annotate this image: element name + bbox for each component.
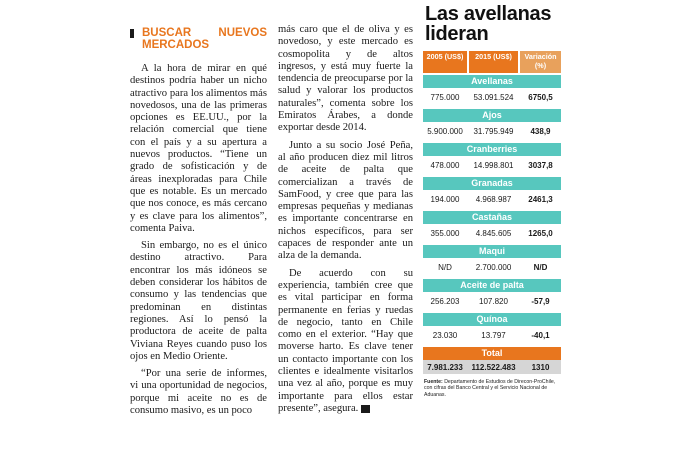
paragraph-continued: más caro que el de oliva y es novedoso, y este mercado es cosmopolita y de altos ingresos, y está muy fuerte la tendencia de preocuparse por la salud y valorar los productos naturales”, comenta sobre los Emiratos Árabes, a donde exportar desde 2014. xyxy=(278,24,413,134)
paragraph: A la hora de mirar en qué destinos podría haber un nicho atractivo para los alimentos más novedosos, una de las primeras opciones es EE.UU., por la relación comercial que tiene con el país y a su apertura a nuevos productos. “Tiene un grado de sofisticación y de áreas inexploradas para Chile que es notable. Es un mercado que nos conoce, es más cercano y es clave para los alimentos”, comenta Paiva. xyxy=(130,63,267,234)
value-variation: -57,9 xyxy=(531,297,550,306)
value-variation: -40,1 xyxy=(531,331,550,340)
value-2005: 775.000 xyxy=(430,93,460,102)
header-variation: Variación (%) xyxy=(520,51,561,73)
value-2005: N/D xyxy=(438,263,452,272)
paragraph-text: De acuerdo con su experiencia, también cree que es vital participar en forma permanente en ferias y ruedas de negocio, tanto en Chile como en el exterior. “Hay que moverse harto. Es clave tener un contacto importante con los clientes e idealmente visitarlos una vez al año, porque es muy importante para ellos estar presente”, asegura. xyxy=(278,267,413,414)
table-row xyxy=(423,258,561,277)
total-2015: 112.522.483 xyxy=(471,362,516,372)
value-2005: 5.900.000 xyxy=(427,127,463,136)
value-2015: 4.968.987 xyxy=(475,195,512,204)
value-2015: 14.998.801 xyxy=(473,161,514,170)
header-2015: 2015 (US$) xyxy=(469,51,518,73)
paragraph xyxy=(278,268,413,416)
paragraph: “Por una serie de informes, vi una oportunidad de negocios, porque mi aceite no es de consumo masivo, es un poco xyxy=(130,368,267,417)
sidebar-title: Las avellanas lideran xyxy=(425,3,552,45)
value-2005: 478.000 xyxy=(430,161,460,170)
table-row xyxy=(423,88,561,107)
product-band: Granadas xyxy=(423,177,561,190)
value-2015: 31.795.949 xyxy=(473,127,514,136)
product-band: Aceite de palta xyxy=(423,279,561,292)
table-row-avellanas xyxy=(423,75,561,107)
value-2005: 194.000 xyxy=(430,195,460,204)
table-row-maqui xyxy=(423,245,561,277)
value-2015: 53.091.524 xyxy=(473,93,514,102)
product-band: Castañas xyxy=(423,211,561,224)
heading-marker-icon xyxy=(130,29,134,38)
exports-sidebar xyxy=(423,4,561,398)
article-column-1 xyxy=(130,27,267,422)
product-band: Avellanas xyxy=(423,75,561,88)
value-2015: 107.820 xyxy=(479,297,508,306)
article-end-icon: ◢ xyxy=(361,405,370,413)
product-band: Cranberries xyxy=(423,143,561,156)
table-row-cranberries xyxy=(423,143,561,175)
table-row xyxy=(423,156,561,175)
table-row-granadas xyxy=(423,177,561,209)
value-2005: 23.030 xyxy=(432,331,458,340)
product-band: Quínoa xyxy=(423,313,561,326)
total-2005: 7.981.233 xyxy=(427,362,463,372)
section-heading-text: BUSCAR NUEVOS MERCADOS xyxy=(142,27,267,51)
value-2015: 13.797 xyxy=(481,331,506,340)
table-row-total xyxy=(423,347,561,374)
table-row-ajos xyxy=(423,109,561,141)
header-2005: 2005 (US$) xyxy=(423,51,467,73)
table-row xyxy=(423,292,561,311)
paragraph: Sin embargo, no es el único destino atractivo. Para encontrar los más idóneos se deben considerar los hábitos de consumo y las tendencias que predominan en distintas regiones. Así lo pensó la productora de aceite de palta Viviana Reyes cuando puso los ojos en Medio Oriente. xyxy=(130,240,267,362)
value-variation: N/D xyxy=(533,263,548,272)
product-band: Ajos xyxy=(423,109,561,122)
source-text: Departamento de Estudios de Direcon-ProChile, con cifras del Banco Central y el Servicio Nacional de Aduanas. xyxy=(424,379,556,398)
value-variation: 3037,8 xyxy=(528,161,553,170)
value-2015: 4.845.605 xyxy=(475,229,512,238)
value-variation: 438,9 xyxy=(530,127,551,136)
value-variation: 2461,3 xyxy=(528,195,553,204)
total-row xyxy=(423,360,561,374)
table-row-aceite-de-palta xyxy=(423,279,561,311)
value-2005: 256.203 xyxy=(430,297,460,306)
value-2015: 2.700.000 xyxy=(475,263,512,272)
table-row xyxy=(423,224,561,243)
value-variation: 6750,5 xyxy=(528,93,553,102)
source-label: Fuente: xyxy=(424,379,443,385)
newspaper-page xyxy=(120,0,565,440)
product-band: Maqui xyxy=(423,245,561,258)
table-row xyxy=(423,122,561,141)
total-band: Total xyxy=(423,347,561,360)
value-variation: 1265,0 xyxy=(528,229,553,238)
table-row xyxy=(423,190,561,209)
value-2005: 355.000 xyxy=(430,229,460,238)
table-row xyxy=(423,326,561,345)
table-row-castanas xyxy=(423,211,561,243)
article-column-2 xyxy=(278,24,413,420)
section-heading xyxy=(130,27,267,51)
paragraph: Junto a su socio José Peña, al año producen diez mil litros de aceite de palta que comercializan a través de SamFood, y cree que para las empresas pequeñas y medianas es importante concentrarse en nichos específicos, para ser capaces de responder ante un alza de la demanda. xyxy=(278,139,413,262)
table-header xyxy=(423,51,561,73)
total-variation: 1310 xyxy=(531,362,550,372)
source-note xyxy=(424,379,561,398)
table-row-quinoa xyxy=(423,313,561,345)
